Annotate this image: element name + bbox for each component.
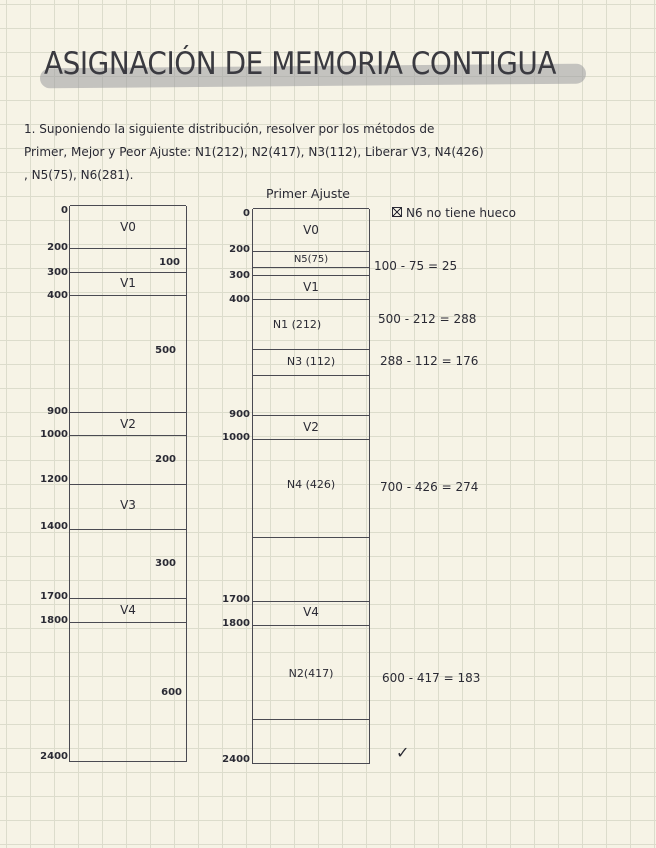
segment-boundary	[70, 272, 186, 273]
segment-boundary	[253, 275, 369, 276]
check-mark: ✓	[396, 743, 410, 762]
page-title: ASIGNACIÓN DE MEMORIA CONTIGUA	[44, 46, 557, 82]
address-label: 1700	[222, 594, 250, 605]
address-label: 1000	[40, 429, 68, 440]
segment-label: N5(75)	[293, 254, 329, 265]
segment-label: N1 (212)	[272, 318, 322, 331]
address-label: 2400	[40, 751, 68, 762]
calculation: 700 - 426 = 274	[380, 480, 479, 494]
problem-line: , N5(75), N6(281).	[24, 168, 134, 183]
calculation: 500 - 212 = 288	[378, 312, 477, 326]
segment-boundary	[253, 537, 369, 538]
address-label: 2400	[222, 754, 250, 765]
address-label: 300	[229, 270, 250, 281]
segment-label: V0	[303, 223, 319, 237]
segment-boundary	[70, 248, 186, 249]
segment-label: V2	[303, 420, 319, 434]
segment-boundary	[253, 208, 369, 209]
address-label: 0	[61, 205, 68, 216]
segment-boundary	[70, 295, 186, 296]
free-size-label: 600	[161, 687, 182, 698]
address-label: 1700	[40, 591, 68, 602]
segment-label: V1	[303, 280, 319, 294]
segment-label: N4 (426)	[286, 478, 336, 491]
segment-boundary	[253, 267, 369, 268]
address-label: 200	[47, 242, 68, 253]
segment-boundary	[70, 622, 186, 623]
segment-boundary	[70, 598, 186, 599]
address-label: 1400	[40, 521, 68, 532]
segment-boundary	[70, 205, 186, 206]
free-size-label: 100	[159, 257, 180, 268]
problem-statement	[24, 118, 588, 187]
segment-boundary	[253, 439, 369, 440]
segment-boundary	[70, 529, 186, 530]
address-label: 900	[229, 409, 250, 420]
segment-boundary	[70, 435, 186, 436]
crossed-box-icon	[392, 207, 402, 217]
memory-diagram-right	[252, 209, 370, 764]
problem-line: 1. Suponiendo la siguiente distribución, resolver por los métodos de	[24, 122, 435, 137]
segment-label: V4	[303, 605, 319, 619]
address-label: 0	[243, 208, 250, 219]
segment-boundary	[253, 299, 369, 300]
segment-label: V2	[120, 417, 136, 431]
address-label: 400	[229, 294, 250, 305]
method-subtitle: Primer Ajuste	[266, 186, 350, 201]
address-label: 900	[47, 406, 68, 417]
address-label: 1200	[40, 474, 68, 485]
address-label: 200	[229, 244, 250, 255]
segment-label: V4	[120, 603, 136, 617]
segment-boundary	[70, 412, 186, 413]
free-size-label: 500	[155, 345, 176, 356]
segment-label: V1	[120, 276, 136, 290]
segment-label: V0	[120, 220, 136, 234]
note-text: N6 no tiene hueco	[406, 206, 516, 220]
segment-boundary	[70, 761, 186, 762]
calculation: 288 - 112 = 176	[380, 354, 479, 368]
segment-boundary	[253, 719, 369, 720]
segment-boundary	[253, 415, 369, 416]
segment-label: N2(417)	[288, 667, 334, 680]
address-label: 1000	[222, 432, 250, 443]
segment-boundary	[253, 375, 369, 376]
free-size-label: 200	[155, 454, 176, 465]
address-label: 1800	[222, 618, 250, 629]
calculation: 600 - 417 = 183	[382, 671, 481, 685]
segment-boundary	[253, 763, 369, 764]
segment-boundary	[253, 349, 369, 350]
segment-boundary	[70, 484, 186, 485]
address-label: 300	[47, 267, 68, 278]
free-size-label: 300	[155, 558, 176, 569]
problem-line: Primer, Mejor y Peor Ajuste: N1(212), N2(417), N3(112), Liberar V3, N4(426)	[24, 145, 484, 160]
segment-boundary	[253, 601, 369, 602]
segment-boundary	[253, 625, 369, 626]
address-label: 1800	[40, 615, 68, 626]
segment-label: V3	[120, 498, 136, 512]
memory-diagram-left	[69, 206, 187, 762]
segment-label: N3 (112)	[286, 355, 336, 368]
note	[392, 206, 516, 220]
calculation: 100 - 75 = 25	[374, 259, 458, 273]
address-label: 400	[47, 290, 68, 301]
segment-boundary	[253, 251, 369, 252]
